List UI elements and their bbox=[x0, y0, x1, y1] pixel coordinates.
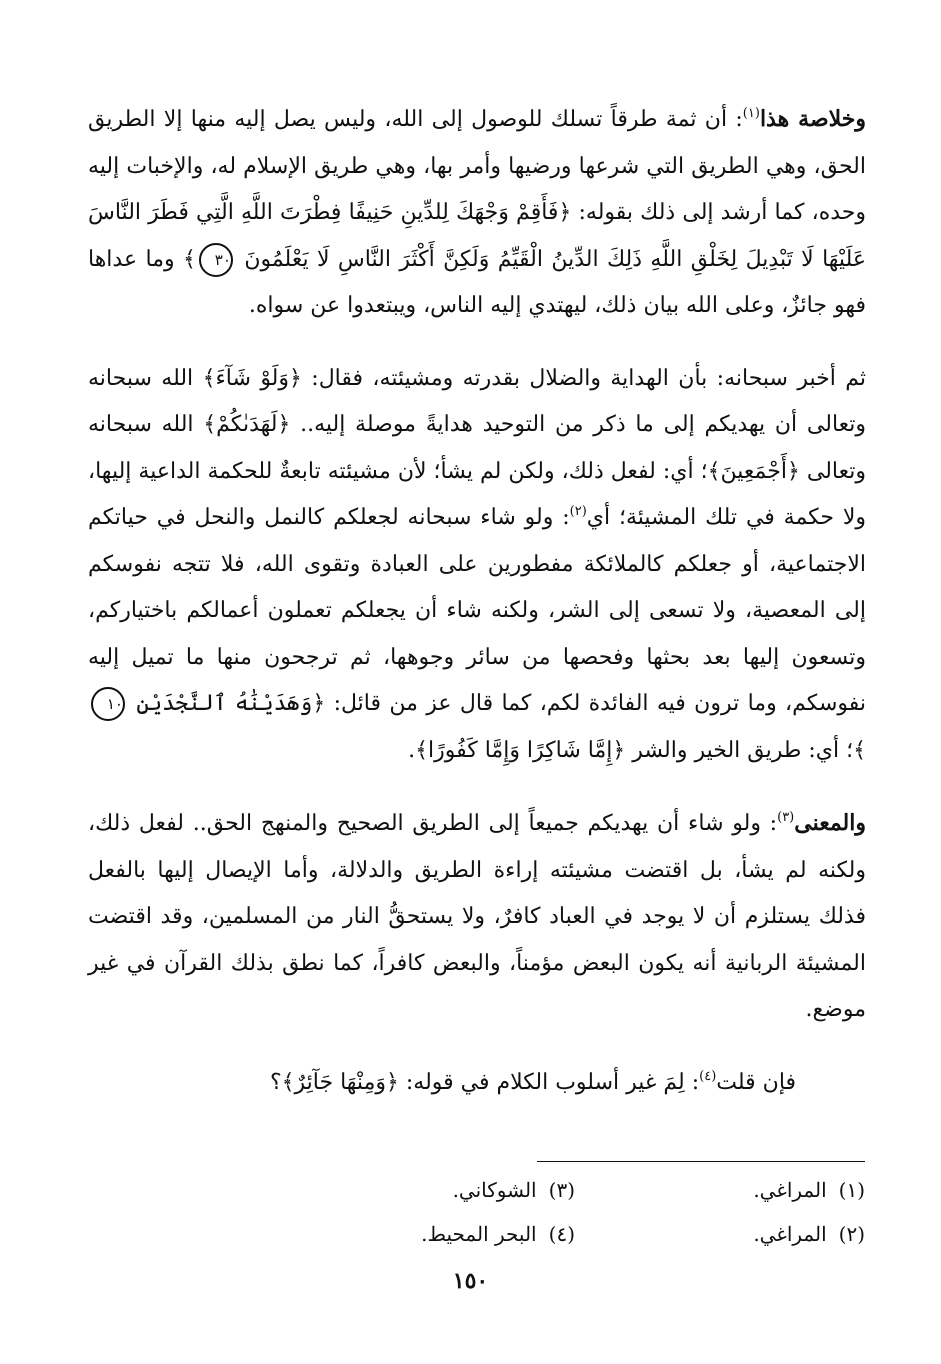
footnote-item bbox=[575, 1175, 865, 1205]
quran-bracket-close: ﴾ bbox=[853, 737, 866, 763]
page-number: ١٥٠ bbox=[452, 1268, 489, 1294]
paragraph-lead: فإن قلت bbox=[716, 1069, 797, 1095]
quran-verse: ﴿وَهَدَيْنَٰهُ ٱلنَّجْدَيْنِ bbox=[136, 691, 326, 716]
footnote-text: البحر المحيط. bbox=[421, 1222, 537, 1246]
paragraph-text: ؟ bbox=[269, 1069, 282, 1095]
paragraph-text: ؛ أي: طريق الخير والشر bbox=[625, 737, 854, 763]
paragraph-text: : ولو شاء سبحانه لجعلكم كالنمل والنحل في حياتكم الاجتماعية، أو جعلكم كالملائكة مفطورين على العبادة وتقوى الله، فلا تتجه نفوسكم إلى المعصية، ولا تسعى إلى الشر، ولكنه شاء أن يجعلكم تعملون أعمالكم باختياركم، وتسعون إليها بعد بحثها وفحصها من سائر وجوهها، ثم ترجحون منها ما تميل إليه نفوسكم، وما ترون فيه الفائدة لكم، كما قال عز من قائل: bbox=[88, 505, 867, 716]
footnote-item bbox=[285, 1219, 575, 1249]
quran-verse: ﴿أَجْمَعِينَ﴾ bbox=[707, 458, 800, 484]
quran-verse: ﴿وَلَوْ شَآءَ﴾ bbox=[202, 365, 302, 391]
footnote-divider bbox=[537, 1161, 865, 1162]
footnote-item bbox=[285, 1175, 575, 1205]
paragraph-text: ثم أخبر سبحانه: بأن الهداية والضلال بقدرته ومشيئته، فقال: bbox=[301, 365, 866, 391]
paragraph-guidance bbox=[88, 356, 866, 775]
paragraph-text: : ولو شاء أن يهديكم جميعاً إلى الطريق الصحيح والمنهج الحق.. لفعل ذلك، ولكنه لم يشأ، بل اقتضت مشيئته إراءة الطريق والدلالة، وأما الإيصال إليها بالفعل فذلك يستلزم أن لا يوجد في العباد كافرٌ، ولا يستحقُّ النار من المسلمين، وقد اقتضت المشيئة الربانية أنه يكون البعض مؤمناً، والبعض كافراً، كما نطق بذلك القرآن في غير موضع. bbox=[88, 811, 866, 1022]
footnote-text: المراغي. bbox=[753, 1222, 827, 1246]
footnote-marker: (١) bbox=[742, 106, 760, 121]
footnote-number: (٣) bbox=[548, 1178, 575, 1202]
quran-verse: ﴿وَمِنْهَا جَآئِرٌ﴾ bbox=[281, 1069, 399, 1095]
footnote-text: المراغي. bbox=[753, 1178, 827, 1202]
quran-verse: ﴿لَهَدَىٰكُمْ﴾ bbox=[203, 412, 291, 437]
footnote-number: (٤) bbox=[548, 1222, 575, 1246]
paragraph-text: : أن ثمة طرقاً تسلك للوصول إلى الله، وليس يصل إليه منها إلا الطريق الحق، وهي الطريق التي شرعها ورضيها وأمر بها، وهي طريق الإسلام له، والإخبات إليه وحده، كما أرشد إلى ذلك بقوله: bbox=[88, 107, 866, 225]
footnote-marker: (٣) bbox=[777, 810, 795, 825]
paragraph-text: وما عداها فهو جائزٌ، وعلى الله بيان ذلك، ليهتدي إليه الناس، ويبتعدوا عن سواه. bbox=[88, 246, 866, 318]
page-body bbox=[88, 96, 866, 1106]
footnote-number: (٢) bbox=[838, 1222, 865, 1246]
footnote-marker: (٤) bbox=[699, 1068, 717, 1084]
paragraph-text: : لِمَ غير أسلوب الكلام في قوله: bbox=[398, 1069, 700, 1095]
footnote-number: (١) bbox=[838, 1178, 865, 1202]
quran-verse: ﴿فَأَقِمْ وَجْهَكَ لِلدِّينِ حَنِيفًا فِطْرَتَ اللَّهِ الَّتِي فَطَرَ النَّاسَ عَلَيْهَا لَا تَبْدِيلَ لِخَلْقِ اللَّهِ ذَلِكَ الدِّينُ الْقَيِّمُ وَلَكِنَّ أَكْثَرَ النَّاسِ لَا يَعْلَمُونَ bbox=[88, 200, 866, 272]
paragraph-text: . bbox=[408, 737, 416, 763]
paragraph-text: الله سبحانه وتعالى bbox=[88, 412, 866, 484]
footnote-item bbox=[575, 1219, 865, 1249]
paragraph-question bbox=[88, 1060, 866, 1107]
paragraph-text: ؛ أي: لفعل ذلك، ولكن لم يشأ؛ لأن مشيئته تابعةٌ للحكمة الداعية إليها، ولا حكمة في تلك المشيئة؛ أي bbox=[88, 458, 866, 530]
quran-bracket-close: ﴾ bbox=[183, 246, 196, 272]
paragraph-meaning bbox=[88, 800, 866, 1034]
paragraph-lead: وخلاصة هذا bbox=[759, 106, 866, 132]
paragraph-summary bbox=[88, 96, 866, 330]
footnotes bbox=[285, 1175, 865, 1249]
paragraph-lead: والمعنى bbox=[794, 810, 866, 836]
quran-verse: ﴿إِمَّا شَاكِرًا وَإِمَّا كَفُورًا﴾ bbox=[415, 737, 626, 763]
paragraph-text: الله سبحانه وتعالى أن يهديكم إلى ما ذكر من التوحيد هدايةً موصلة إليه.. bbox=[88, 365, 867, 437]
footnote-marker: (٢) bbox=[569, 504, 587, 519]
footnote-text: الشوكاني. bbox=[452, 1178, 537, 1202]
ayah-number-marker: ١٠ bbox=[91, 687, 125, 721]
ayah-number-marker: ٣٠ bbox=[199, 243, 233, 277]
